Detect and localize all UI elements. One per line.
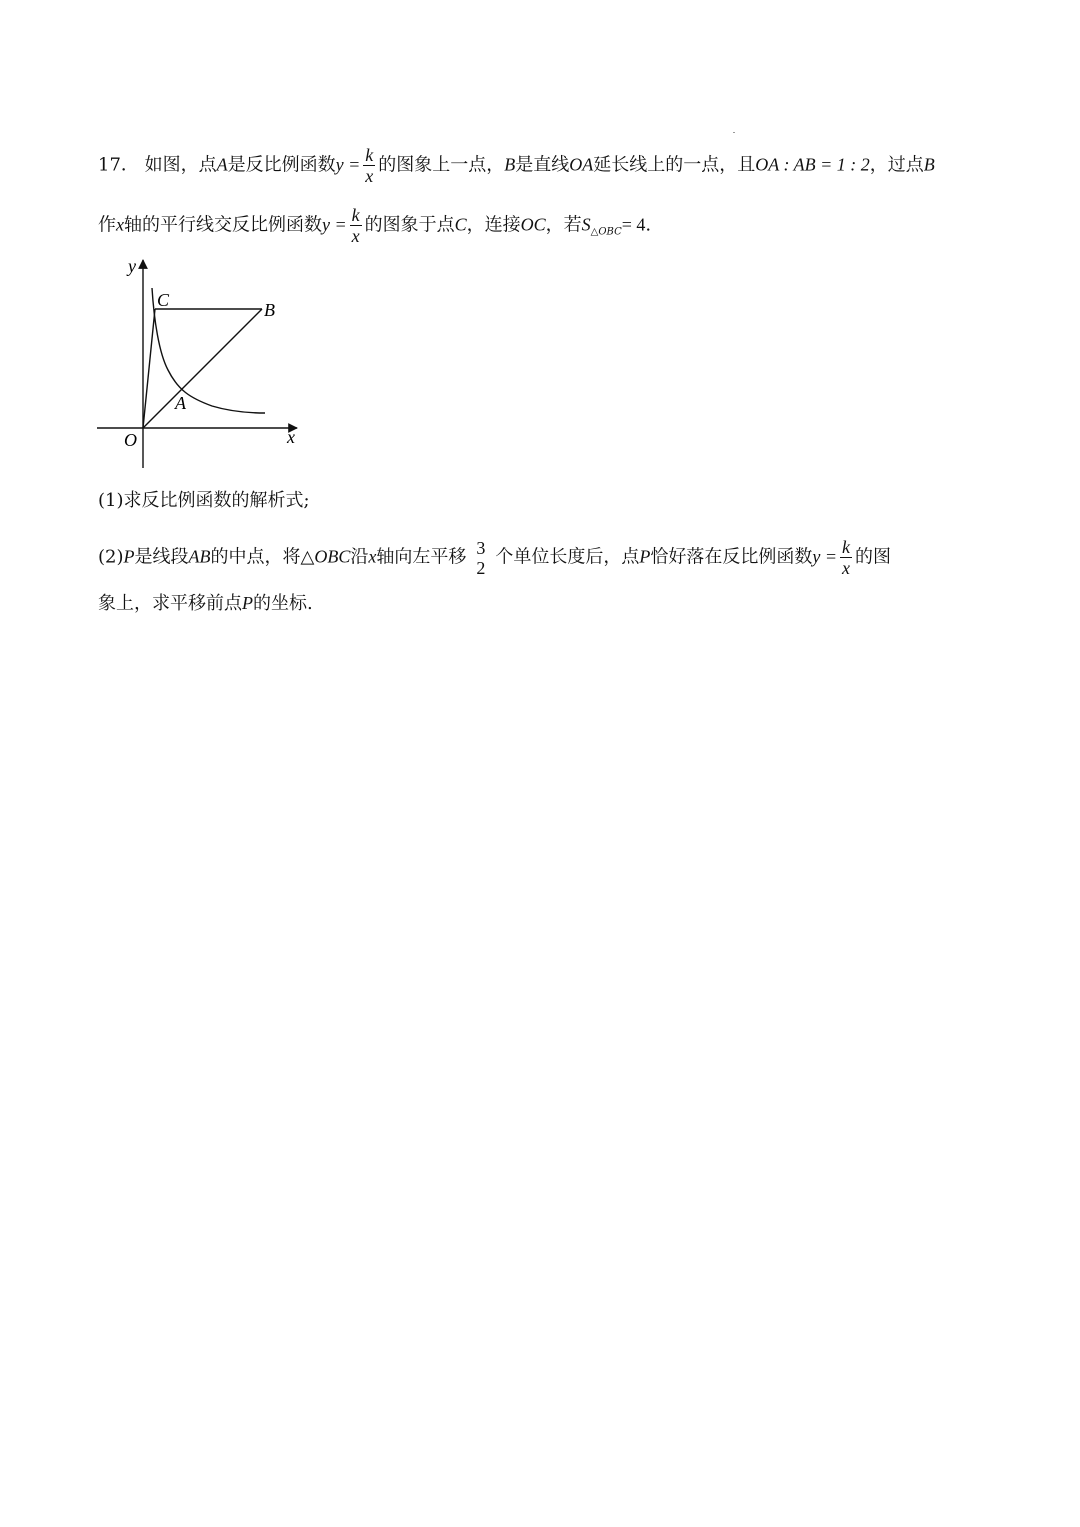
- point-label: B: [923, 154, 935, 175]
- ratio-expression: OA : AB = 1 : 2: [755, 154, 870, 175]
- text: 的图象于点: [364, 214, 455, 236]
- text: 如图，点: [144, 154, 217, 176]
- segment-label: OC: [520, 214, 546, 235]
- fraction-3-over-2: [474, 538, 487, 578]
- math-expression: y =: [812, 546, 837, 567]
- segment-label: OA: [569, 154, 594, 175]
- point-label: B: [504, 154, 516, 175]
- segment-label: AB: [188, 546, 211, 567]
- math-expression: y =: [322, 214, 347, 235]
- text: 轴向左平移: [376, 546, 467, 568]
- text: 是线段: [134, 546, 189, 568]
- text: 个单位长度后，点: [495, 546, 640, 568]
- question-part-1: (1)求反比例函数的解析式;: [98, 490, 310, 511]
- line-OC: [143, 309, 155, 428]
- point-label: P: [242, 593, 253, 613]
- numerator: 3: [476, 537, 486, 558]
- denominator: x: [365, 166, 374, 186]
- text: .: [645, 214, 652, 236]
- text: 延长线上的一点，且: [593, 154, 756, 176]
- text: (2): [98, 546, 124, 568]
- numerator: k: [365, 145, 374, 165]
- numerator: k: [841, 537, 850, 557]
- text: 象上，求平移前点: [98, 593, 242, 614]
- fraction-k-over-x: [840, 537, 852, 578]
- question-part-2-continued: [98, 591, 313, 616]
- problem-line-2: [98, 205, 651, 246]
- question-part-2: [98, 537, 891, 578]
- fraction-k-over-x: [363, 145, 375, 186]
- math-expression: y =: [335, 154, 361, 175]
- denominator: x: [351, 226, 360, 246]
- label-A: A: [175, 393, 186, 413]
- text: 恰好落在反比例函数: [650, 546, 813, 568]
- label-C: C: [157, 290, 170, 310]
- triangle-label: OBC: [314, 546, 351, 567]
- figure: [92, 250, 312, 475]
- numerator: k: [351, 205, 360, 225]
- text: 是反比例函数: [227, 154, 336, 176]
- text: 作: [98, 214, 116, 236]
- text: ，若: [545, 214, 582, 236]
- point-label: A: [216, 154, 228, 175]
- variable: x: [368, 546, 377, 567]
- text: 沿: [350, 546, 369, 568]
- problem-line-1: [98, 145, 935, 186]
- label-y: y: [128, 256, 136, 276]
- point-label: C: [454, 214, 467, 235]
- area-subscript: △OBC: [590, 226, 622, 238]
- denominator: 2: [476, 557, 486, 578]
- label-x: x: [287, 427, 295, 447]
- text: 的中点，将△: [210, 546, 315, 568]
- variable: x: [116, 214, 124, 235]
- label-O: O: [124, 430, 137, 450]
- text: 轴的平行线交反比例函数: [124, 214, 322, 236]
- point-label: P: [123, 546, 135, 567]
- label-B: B: [264, 300, 275, 320]
- area-symbol: S: [581, 214, 591, 235]
- fraction-k-over-x: [350, 205, 362, 246]
- text: 的图: [854, 546, 891, 568]
- text: ，过点: [869, 154, 924, 176]
- text: 的图象上一点，: [378, 154, 505, 176]
- math-expression: = 4: [621, 214, 646, 235]
- line-OB: [143, 309, 262, 428]
- denominator: x: [841, 558, 850, 578]
- point-label: P: [639, 546, 651, 567]
- text: 是直线: [515, 154, 570, 176]
- text: ，连接: [466, 214, 521, 236]
- problem-number: 17．: [98, 154, 139, 176]
- text: 的坐标.: [253, 593, 313, 614]
- scan-dot: [733, 132, 735, 133]
